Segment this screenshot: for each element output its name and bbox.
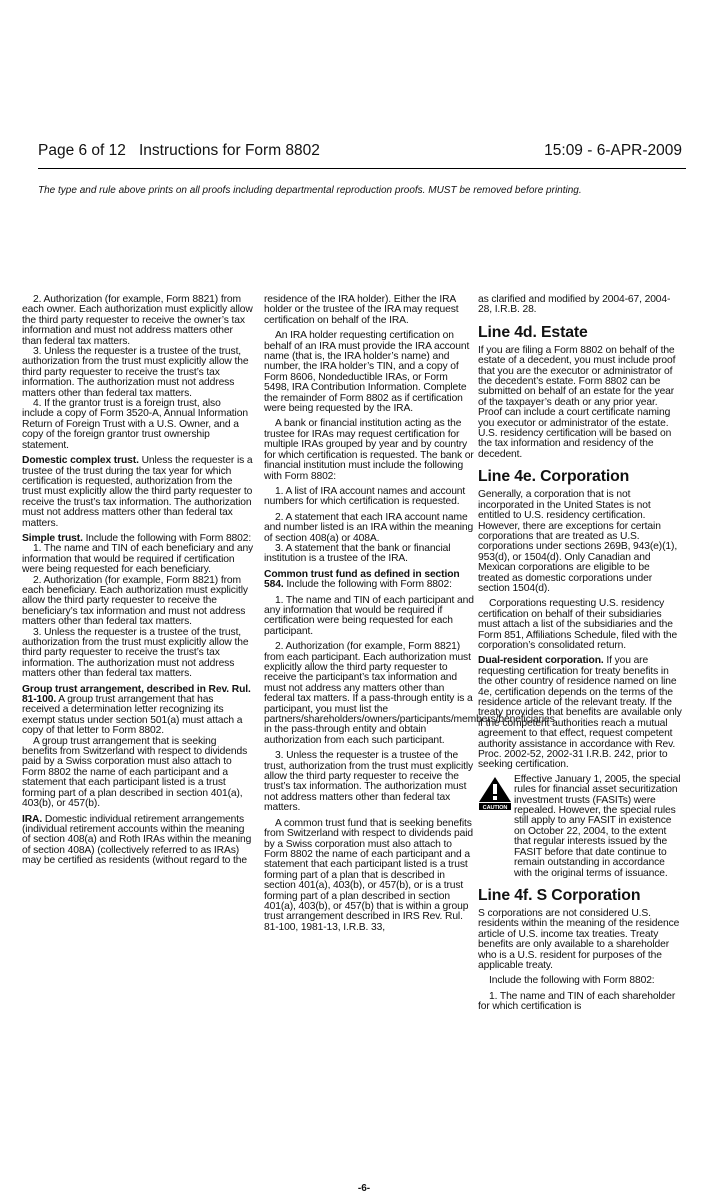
list-item: 3. A statement that the bank or financial institution is a trustee of the IRA.: [264, 542, 451, 565]
page-number: -6-: [357, 1183, 371, 1194]
paragraph-text: Unless the requester is a trustee of the trust during the tax year for which certification is requested, authorization from the trust must explicitly allow the third party requester to receive the trust’s tax information. The authorization must not address matters other than federal tax matters.: [22, 455, 253, 529]
paragraph: as clarified and modified by 2004-67, 2004-28, I.R.B. 28.: [478, 294, 671, 316]
list-item: 3. Unless the requester is a trustee of the trust, authorization from the trust must explicitly allow the third party requester to receive the trust’s tax information. The authorization must not address matters other than federal tax matters.: [264, 750, 474, 814]
run-in-heading: Dual-resident corporation.: [478, 655, 604, 667]
section-heading-estate: Line 4d. Estate: [478, 323, 588, 341]
dual-resident-corporation: [478, 656, 683, 770]
list-item: 1. The name and TIN of each participant and any information that would be required if certification were being requested for each participant.: [264, 594, 474, 637]
domestic-complex-trust: [22, 456, 254, 529]
group-trust-arrangement: [22, 685, 254, 737]
paragraph: 2. Authorization (for example, Form 8821) from each owner. Each authorization must explicitly allow the third party requester to receive the owner’s tax information and must not address matters other than federal tax matters.: [22, 294, 253, 347]
section-heading-corporation: Line 4e. Corporation: [478, 468, 630, 486]
paragraph: S corporations are not considered U.S. residents within the meaning of the residence article of U.S. income tax treaties. Treaty benefits are only available to a shareholder who is a U.S. resident for purposes of the applicable treaty.: [478, 907, 680, 971]
run-in-heading: Simple trust.: [22, 532, 83, 544]
caution-label: CAUTION: [482, 804, 508, 810]
caution-box: [478, 775, 683, 879]
paragraph: Corporations requesting U.S. residency certification on behalf of their subsidiaries must attach a list of the subsidiaries and the Form 851, Affiliations Schedule, filed with the corporation’s consolidated return.: [478, 598, 678, 651]
paragraph: Include the following with Form 8802:: [489, 975, 655, 987]
run-in-heading: Domestic complex trust.: [22, 455, 139, 467]
paragraph: Generally, a corporation that is not incorporated in the United States is not entitled to U.S. residency certification. However, there are exceptions for certain corporations that are treated as U.S. corporations under sections 269B, 943(e)(1), 953(d), or 1504(d). Only Canadian and Mexican corporations are eligible to be treated as domestic corporations under section 1504(d).: [478, 489, 678, 594]
list-item: 1. The name and TIN of each shareholder for which certification is: [478, 990, 676, 1013]
paragraph: An IRA holder requesting certification on behalf of an IRA must provide the IRA account name (that is, the IRA holder’s name) and number, the IRA holder’s TIN, and a copy of Form 8606, Nondeductible IRAs, or Form 5498, IRA Contribution Information. Complete the remainder of Form 8802 as if certification were being requested by the IRA.: [264, 330, 470, 415]
paragraph-text: If you are requesting certification for treaty benefits in the other country of residence named on line 4e, certification depends on the terms of the residence article of the relevant treaty. If the treaty provides that benefits are available only if the competent authorities reach a mutual agreement to that effect, request competent authority assistance in accordance with Rev. Proc. 2002-52, 2002-31 I.R.B. 242, prior to seeking certification.: [478, 655, 682, 771]
paragraph-text: Domestic individual retirement arrangements (individual retirement accounts within the meaning of section 408(a) and Roth IRAs within the meaning of section 408A) (collectively referred to as IRAs) may be certified as residents (without regard to the: [22, 813, 252, 867]
list-item: 3. Unless the requester is a trustee of the trust, authorization from the trust must explicitly allow the third party requester to receive the trust’s tax information. The authorization must not address matters other than federal tax matters.: [22, 626, 249, 680]
paragraph: A bank or financial institution acting as the trustee for IRAs may request certification for multiple IRAs grouped by year and by country for which certification is requested. The bank or financial institution must include the following with Form 8802:: [264, 418, 474, 482]
paragraph: A group trust arrangement that is seeking benefits from Switzerland with respect to dividends paid by a Swiss corporation must also attach to Form 8802 the name of each participant and a statement that each participant listed is a trust forming part of a plan described in section 401(a), 403(b), or 457(b).: [22, 735, 248, 810]
section-heading-s-corporation: Line 4f. S Corporation: [478, 886, 641, 904]
run-in-heading: IRA.: [22, 813, 43, 825]
run-in-heading: Group trust arrangement, described in Rev. Rul. 81-100.: [22, 683, 251, 706]
page-indicator: Page 6 of 12: [38, 142, 126, 159]
list-item: 1. The name and TIN of each beneficiary and any information that would be required if certification were being requested for each beneficiary.: [22, 543, 254, 576]
run-in-heading: Common trust fund as defined in section 584.: [264, 568, 460, 591]
paragraph: A common trust fund that is seeking benefits from Switzerland with respect to dividends paid by a Swiss corporation must also attach to Form 8802 the name of each participant and a statement that each participant listed is a trust forming part of a plan that is described in section 401(a), 403(b), or 457(b), or is a trust forming part of a plan described in section 401(a), 403(b), or 457(b) that is within a group trust arrangement described in IRS Rev. Rul. 81-100, 1981-13, I.R.B. 33,: [264, 817, 473, 933]
running-header: [38, 142, 686, 166]
caution-icon: [478, 776, 512, 810]
paragraph: If you are filing a Form 8802 on behalf of the estate of a decedent, you must include proof that you are the executor or administrator of the decedent’s estate. Form 8802 can be submitted on behalf of an estate for the year of the taxpayer’s death or any prior year. Proof can include a court certificate naming you executor or administrator of the estate. U.S. residency certification will be based on the tax information and residency of the decedent.: [478, 344, 676, 460]
ira: [22, 815, 254, 867]
caution-text: Effective January 1, 2005, the special rules for financial asset securitization investment trusts (FASITs) were repealed. However, the special rules still apply to any FASIT in existence on October 22, 2004, to the extent that regular interests issued by the FASIT before that date continue to remain outstanding in accordance with the original terms of issuance.: [514, 773, 681, 879]
common-trust-fund: [264, 570, 474, 591]
paragraph: residence of the IRA holder). Either the IRA holder or the trustee of the IRA may request certification on behalf of the IRA.: [264, 294, 459, 326]
column-3: [478, 295, 683, 1013]
list-item: 2. Authorization (for example, Form 8821) from each participant. Each authorization must explicitly allow the third party requester to receive the participant’s tax information and must not address any matters other than federal tax matters. If a pass-through entity is a participant, you must list the partners/shareholders/owners/participants/members/beneficiaries in the pass-through entity and obtain authorization from each such participant.: [264, 641, 555, 746]
form-title: Instructions for Form 8802: [139, 142, 320, 159]
column-1: [22, 295, 254, 867]
list-item: 1. A list of IRA account names and account numbers for which certification is requested.: [264, 485, 466, 508]
paragraph: 4. If the grantor trust is a foreign trust, also include a copy of Form 3520-A, Annual Information Return of Foreign Trust with a U.S. Owner, and a copy of the foreign grantor trust ownership statement.: [22, 398, 248, 451]
timestamp: 15:09 - 6-APR-2009: [544, 142, 682, 159]
proof-note: The type and rule above prints on all proofs including departmental reproduction proofs. MUST be removed before printing.: [38, 185, 582, 196]
paragraph-text: A group trust arrangement that has received a determination letter recognizing its exempt status under section 501(a) must attach a copy of that letter to Form 8802.: [22, 694, 243, 737]
list-item: 2. A statement that each IRA account name and number listed is an IRA within the meaning of section 408(a) or 408A.: [264, 511, 474, 544]
list-item: 2. Authorization (for example, Form 8821) from each beneficiary. Each authorization must explicitly allow the third party requester to receive the beneficiary’s tax information and must not address matters other than federal tax matters.: [22, 574, 248, 628]
paragraph-text: Include the following with Form 8802:: [286, 579, 452, 591]
paragraph-text: Include the following with Form 8802:: [85, 532, 252, 544]
paragraph: 3. Unless the requester is a trustee of the trust, authorization from the trust must explicitly allow the third party requester to receive the trust’s tax information. The authorization must not address matters other than federal tax matters.: [22, 346, 249, 399]
header-rule: [38, 168, 686, 169]
